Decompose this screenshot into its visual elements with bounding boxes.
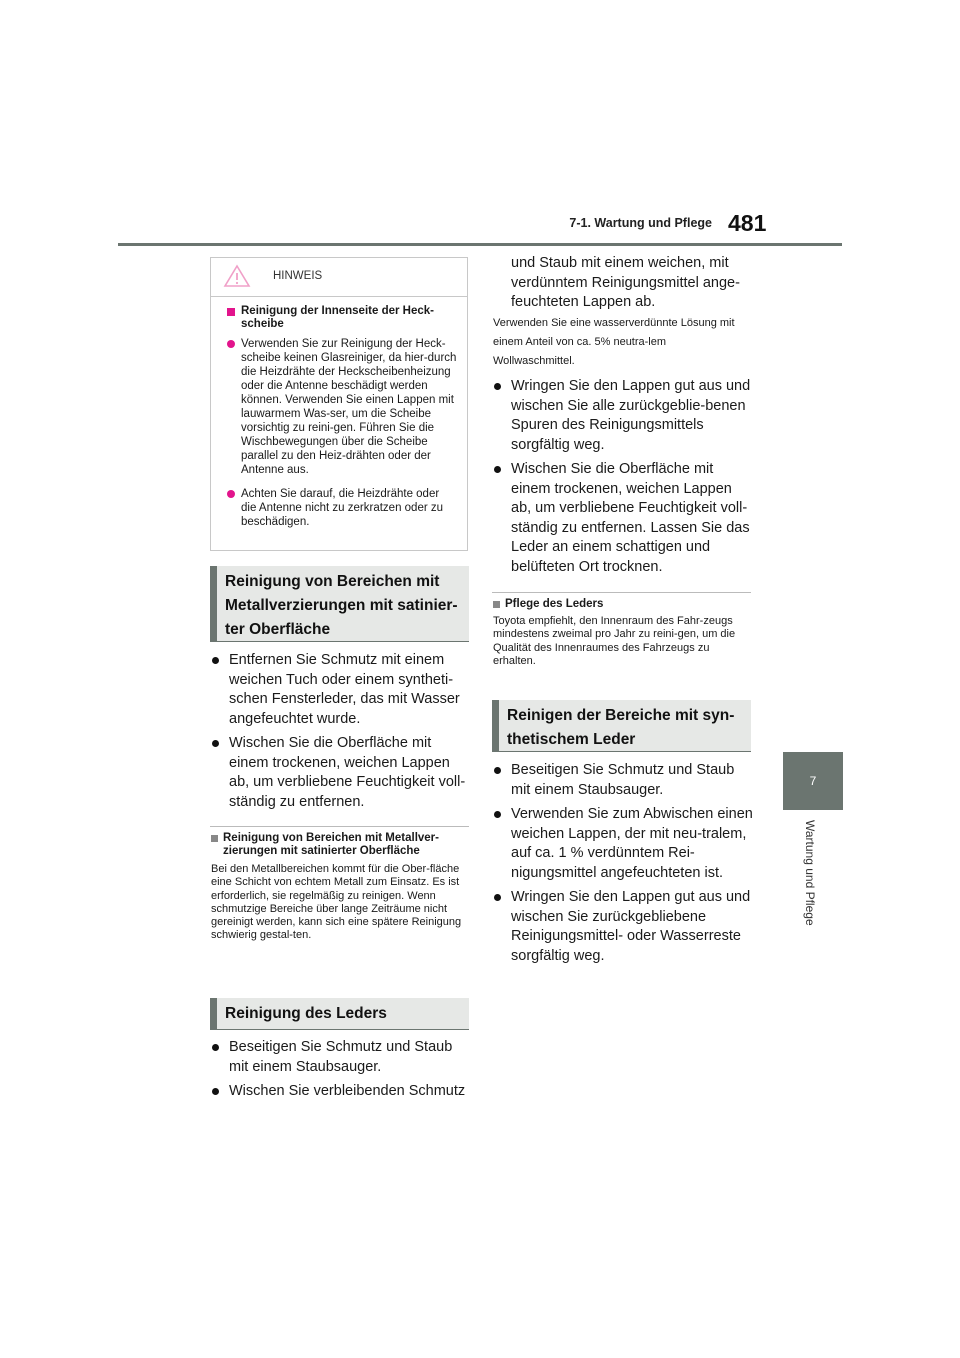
- care-note: [493, 598, 751, 668]
- metal-bullet-list: [211, 651, 473, 812]
- header-rule: [118, 243, 842, 246]
- note-body: Bei den Metallbereichen kommt für die Ober-fläche eine Schicht von echtem Metall zum Einsatz. Es ist erforderlich, sie regelmäßig zu reinigen. Wenn schmutzige Bereiche über lange Zeiträume nicht gereinigt werden, kann sich eine spätere Reinigung schwierig gestal-ten.: [211, 863, 462, 942]
- list-item: Entfernen Sie Schmutz mit einem weichen Tuch oder einem syntheti-schen Fensterleder, das mit Wasser angefeuchtet wurde.: [211, 651, 473, 729]
- section-title: 7-1. Wartung und Pflege: [569, 216, 712, 230]
- synthetic-bullet-list: [493, 761, 755, 966]
- note-heading: Reinigung von Bereichen mit Metallver-zierungen mit satinierter Oberfläche: [211, 832, 469, 858]
- note-heading: Pflege des Leders: [493, 598, 751, 611]
- metal-note: [211, 832, 469, 943]
- chapter-tab: 7: [783, 752, 843, 810]
- list-item: Wischen Sie die Oberfläche mit einem trockenen, weichen Lappen ab, um verbliebene Feuchtigkeit voll-ständig zu entfernen. Lassen Sie das Leder an einem schattigen und belüfteten Ort trocknen.: [493, 460, 755, 577]
- notice-header: [211, 258, 467, 288]
- notice-label: HINWEIS: [273, 270, 323, 282]
- list-item: Wringen Sie den Lappen gut aus und wischen Sie zurückgebliebene Reinigungsmittel- oder Wasserreste sorgfältig weg.: [493, 888, 755, 966]
- list-item: Beseitigen Sie Schmutz und Staub mit einem Staubsauger.: [211, 1038, 473, 1077]
- list-item: Verwenden Sie zum Abwischen einen weichen Lappen, der mit neu-tralem, auf ca. 1 % verdünntem Rei-nigungsmittel angefeuchteten ist.: [493, 805, 755, 883]
- warning-icon: [223, 264, 251, 288]
- list-item: Beseitigen Sie Schmutz und Staub mit einem Staubsauger.: [493, 761, 755, 800]
- notice-box: [210, 257, 468, 551]
- divider: [492, 592, 751, 593]
- continuation-text: und Staub mit einem weichen, mit verdünntem Reinigungsmittel ange-feuchteten Lappen ab.: [511, 255, 740, 310]
- notice-item: Achten Sie darauf, die Heizdrähte oder die Antenne nicht zu zerkratzen oder zu beschädigen.: [227, 487, 457, 529]
- chapter-title-text: Wartung und Pflege: [803, 820, 817, 926]
- page-number: 481: [728, 210, 767, 236]
- notice-subheading: Reinigung der Innenseite der Heck-scheibe: [227, 305, 457, 331]
- divider: [210, 826, 469, 827]
- note-body: Toyota empfiehlt, den Innenraum des Fahr-zeugs mindestens zweimal pro Jahr zu reini-gen, um die Qualität des Innenraumes des Fahrzeugs zu erhalten.: [493, 615, 736, 667]
- list-item: Wischen Sie verbleibenden Schmutz: [211, 1082, 473, 1102]
- leather-bullet-list: [211, 1038, 473, 1102]
- list-item: Wischen Sie die Oberfläche mit einem trockenen, weichen Lappen ab, um verbliebene Feuchtigkeit voll-ständig zu entfernen.: [211, 734, 473, 812]
- leather-bullet-list-cont: [493, 377, 755, 577]
- section-heading-metal: Reinigung von Bereichen mit Metallverzierungen mit satinier-ter Oberfläche: [210, 566, 469, 642]
- section-heading-synthetic: Reinigen der Bereiche mit syn-thetischem Leder: [492, 700, 751, 752]
- section-heading-leather: Reinigung des Leders: [210, 998, 469, 1030]
- chapter-side-title: [770, 820, 850, 970]
- dilution-note: Verwenden Sie eine wasserverdünnte Lösung mit einem Anteil von ca. 5% neutra-lem Wollwaschmittel.: [493, 317, 735, 367]
- notice-item: Verwenden Sie zur Reinigung der Heck-scheibe keinen Glasreiniger, da hier-durch die Heizdrähte der Heckscheibenheizung oder die Antenne beschädigt werden können. Verwenden Sie einen Lappen mit lauwarmem Was-ser, um die Scheibe vorsichtig zu reini-gen. Führen Sie die Wischbewegungen über die Scheibe parallel zu den Heiz-drähten oder der Antenne aus.: [227, 337, 457, 477]
- notice-divider: [211, 296, 467, 297]
- list-item: Wringen Sie den Lappen gut aus und wischen Sie alle zurückgeblie-benen Spuren des Reinigungsmittels sorgfältig weg.: [493, 377, 755, 455]
